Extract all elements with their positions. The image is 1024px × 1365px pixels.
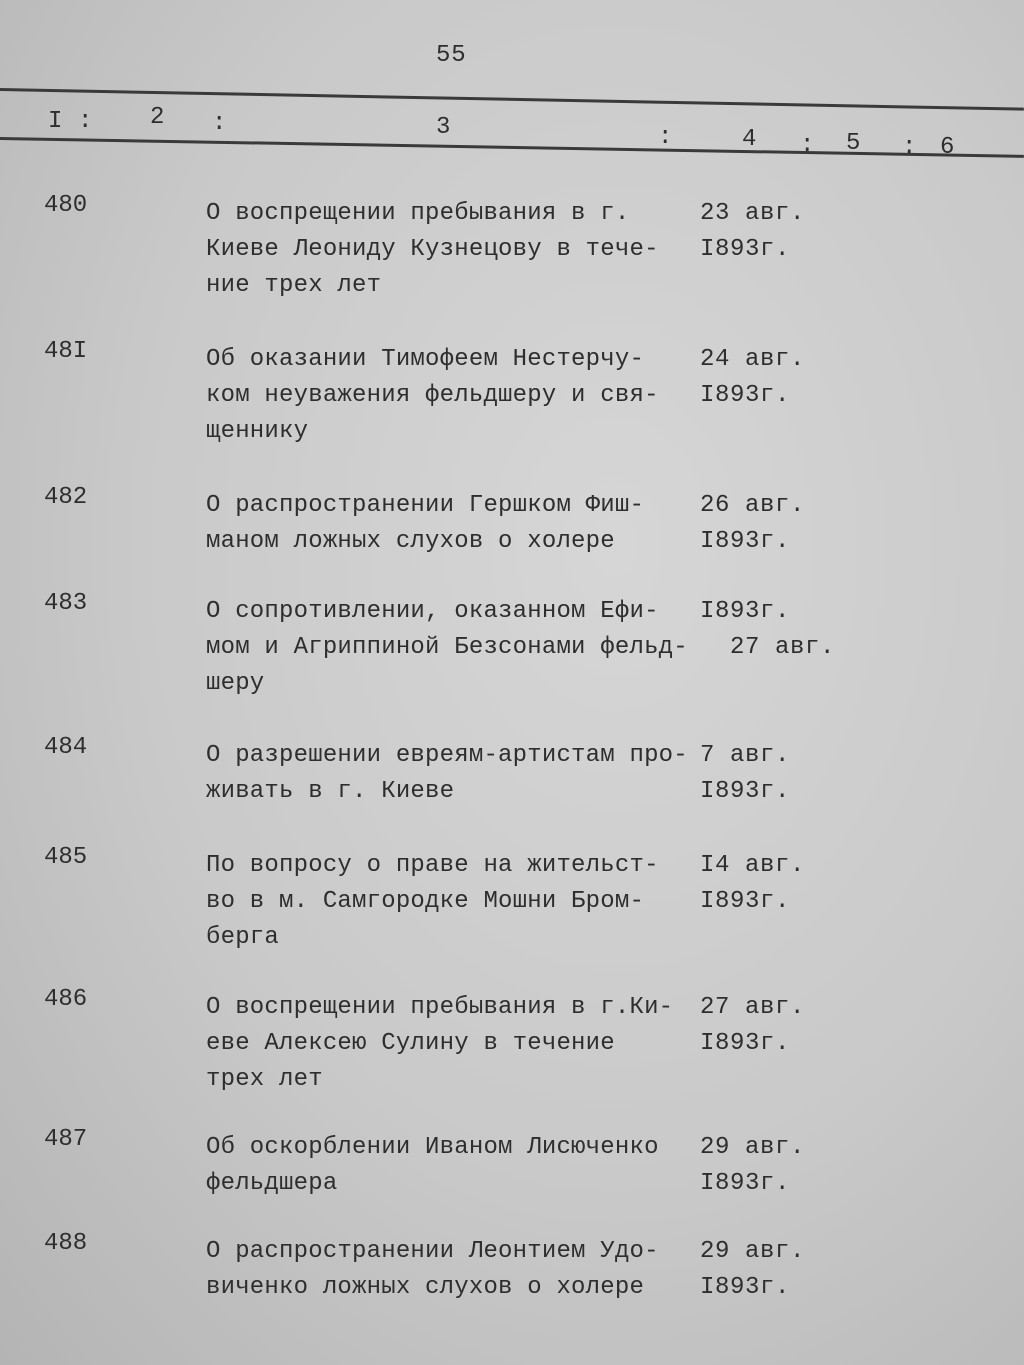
entry-date-line: I4 авг. <box>700 852 806 879</box>
entry-title-line: живать в г. Киеве <box>206 778 455 805</box>
entry-title-line: Об оказании Тимофеем Нестерчу- <box>206 346 645 373</box>
entry-date <box>700 1234 805 1306</box>
entry-title-line: трех лет <box>206 1066 323 1093</box>
column-2-label: 2 <box>150 104 166 131</box>
entry-number: 488 <box>44 1230 88 1257</box>
entry-title <box>206 738 688 810</box>
entry-title-line: О распространении Леонтием Удо- <box>206 1238 659 1265</box>
entry-date <box>700 1130 805 1202</box>
entry-title-line: во в м. Самгородке Мошни Бром- <box>206 888 645 915</box>
entry-number: 483 <box>44 590 88 617</box>
entry-date <box>700 848 805 920</box>
column-6-label: 6 <box>940 134 956 161</box>
entry-date-line: 24 авг. <box>700 346 806 373</box>
entry-title-line: фельдшера <box>206 1170 338 1197</box>
entry-date-line: I893г. <box>700 382 791 409</box>
entry-date <box>700 990 805 1062</box>
entry-number: 487 <box>44 1126 88 1153</box>
entry-title-line: маном ложных слухов о холере <box>206 528 615 555</box>
entry-title-line: Об оскорблении Иваном Лисюченко <box>206 1134 659 1161</box>
entry-title <box>206 848 659 956</box>
entry-title <box>206 342 659 450</box>
entry-title <box>206 990 673 1098</box>
entry-title-line: О воспрещении пребывания в г.Ки- <box>206 994 674 1021</box>
entry-date-line: 26 авг. <box>700 492 806 519</box>
column-3-label: 3 <box>436 114 452 141</box>
entry-date-line: I893г. <box>700 236 791 263</box>
entry-title-line: берга <box>206 924 280 951</box>
entry-date <box>700 196 805 268</box>
column-5-label: 5 <box>846 130 862 157</box>
column-separator: : <box>658 124 674 151</box>
entry-title-line: По вопросу о праве на жительст- <box>206 852 659 879</box>
entry-date-line: I893г. <box>700 1170 791 1197</box>
header-rule-bottom <box>0 137 1024 158</box>
entry-title-line: О воспрещении пребывания в г. <box>206 200 630 227</box>
entry-date <box>700 488 805 560</box>
column-separator: : <box>800 132 816 159</box>
entry-date-line: I893г. <box>700 1030 791 1057</box>
entry-title-line: мом и Агриппиной Безсонами фельд- <box>206 634 688 661</box>
entry-title-line: Киеве Леониду Кузнецову в тече- <box>206 236 659 263</box>
entry-date-line: 7 авг. <box>700 742 791 769</box>
entry-number: 486 <box>44 986 88 1013</box>
entry-title-line: шеру <box>206 670 265 697</box>
entry-title <box>206 488 644 560</box>
entry-date-line: 27 авг. <box>730 634 836 661</box>
entry-title-line: О разрешении евреям-артистам про- <box>206 742 688 769</box>
column-4-label: 4 <box>742 126 758 153</box>
entry-title-line: О распространении Гершком Фиш- <box>206 492 645 519</box>
entry-date-line: 23 авг. <box>700 200 806 227</box>
entry-date <box>700 342 805 414</box>
column-separator: : <box>902 134 918 161</box>
entry-title-line: еве Алексею Сулину в течение <box>206 1030 615 1057</box>
entry-date-line: 29 авг. <box>700 1238 806 1265</box>
entry-date-line: 29 авг. <box>700 1134 806 1161</box>
column-1-label: I <box>48 108 64 135</box>
entry-date-line: I893г. <box>700 1274 791 1301</box>
page-number: 55 <box>436 42 467 69</box>
entry-title <box>206 1234 659 1306</box>
entry-title-line: О сопротивлении, оказанном Ефи- <box>206 598 659 625</box>
entry-date <box>700 594 835 666</box>
column-separator: : <box>212 110 228 137</box>
entry-title-line: ние трех лет <box>206 272 382 299</box>
entry-title-line: щеннику <box>206 418 309 445</box>
entry-title <box>206 594 688 702</box>
entry-title <box>206 1130 659 1202</box>
entry-title <box>206 196 659 304</box>
entry-number: 480 <box>44 192 88 219</box>
entry-date-line: I893г. <box>700 888 791 915</box>
entry-title-line: ком неуважения фельдшеру и свя- <box>206 382 659 409</box>
entry-number: 482 <box>44 484 88 511</box>
column-separator: : <box>78 108 94 135</box>
entry-date-line: I893г. <box>700 598 791 625</box>
entry-number: 484 <box>44 734 88 761</box>
entry-number: 485 <box>44 844 88 871</box>
entry-date <box>700 738 790 810</box>
entry-date-line: 27 авг. <box>700 994 806 1021</box>
entry-number: 48I <box>44 338 88 365</box>
entry-date-line: I893г. <box>700 528 791 555</box>
entry-date-line: I893г. <box>700 778 791 805</box>
entry-title-line: виченко ложных слухов о холере <box>206 1274 645 1301</box>
